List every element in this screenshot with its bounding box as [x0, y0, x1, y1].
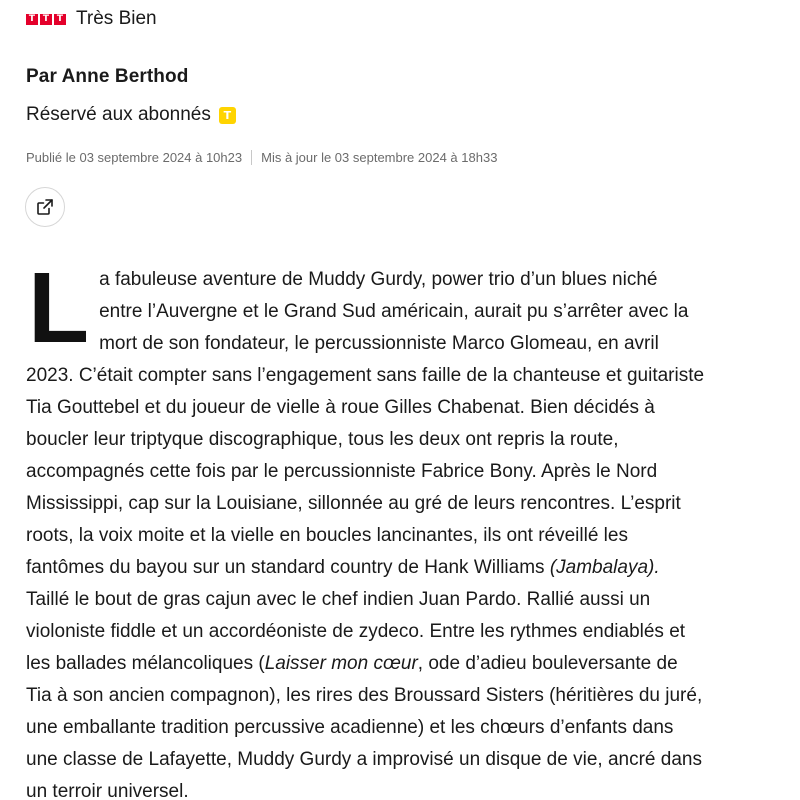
subscribers-label: Réservé aux abonnés — [26, 104, 211, 125]
rating-t-icon: T — [26, 14, 38, 25]
rating-t-icon: T — [40, 14, 52, 25]
article-text-2: Taillé le bout de gras cajun avec le chef indien Juan Pardo. Rallié aussi un violoniste fiddle et un accordéoniste de zydeco. Entre les rythmes endiablés et les ballades mélancoliques ( — [26, 589, 686, 674]
rating — [26, 6, 157, 32]
rating-t-icon: T — [54, 14, 66, 25]
song-title-laisser-mon-coeur: Laisser mon cœur — [264, 653, 418, 674]
rating-label: Très Bien — [76, 8, 157, 29]
ttt-rating-icon — [26, 14, 66, 25]
subscribers-only-notice — [26, 104, 236, 126]
meta-divider — [251, 150, 252, 165]
song-title-jambalaya: (Jambalaya). — [549, 557, 660, 578]
updated-date: Mis à jour le 03 septembre 2024 à 18h33 — [261, 150, 498, 165]
published-date: Publié le 03 septembre 2024 à 10h23 — [26, 150, 243, 165]
article-body — [26, 252, 706, 800]
article-text-1: a fabuleuse aventure de Muddy Gurdy, power trio d’un blues niché entre l’Auvergne et le Grand Sud américain, aurait pu s’arrêter avec la mort de son fondateur, le percussionniste Marco Glomeau, en avril 2023. C’était compter sans l’engagement sans faille de la chanteuse et guitariste Tia Gouttebel et du joueur de vielle à roue Gilles Chabenat. Bien décidés à boucler leur triptyque discographique, tous les deux ont repris la route, accompagnés cette fois par le percussionniste Fabrice Bony. Après le Nord Mississippi, cap sur la Louisiane, sillonnée au gré de leurs rencontres. L’esprit roots, la voix moite et la vielle en boucles lancinantes, ils ont réveillé les fantômes du bayou sur un standard country de Hank Williams — [26, 269, 705, 578]
publication-meta — [26, 150, 497, 165]
drop-cap: L — [28, 252, 90, 364]
share-external-icon — [35, 197, 55, 217]
article-paragraph — [26, 252, 706, 800]
author-byline[interactable]: Par Anne Berthod — [26, 66, 189, 87]
article-text-3: , ode d’adieu bouleversante de Tia à son ancien compagnon), les rires des Broussard Sisters (héritières du juré, une emballante tradition percussive acadienne) et les chœurs d’enfants dans une classe de Lafayette, Muddy Gurdy a improvisé un disque de vie, ancré dans un terroir universel. — [26, 653, 703, 800]
share-button[interactable] — [25, 187, 65, 227]
subscriber-badge-icon: T — [219, 107, 236, 124]
